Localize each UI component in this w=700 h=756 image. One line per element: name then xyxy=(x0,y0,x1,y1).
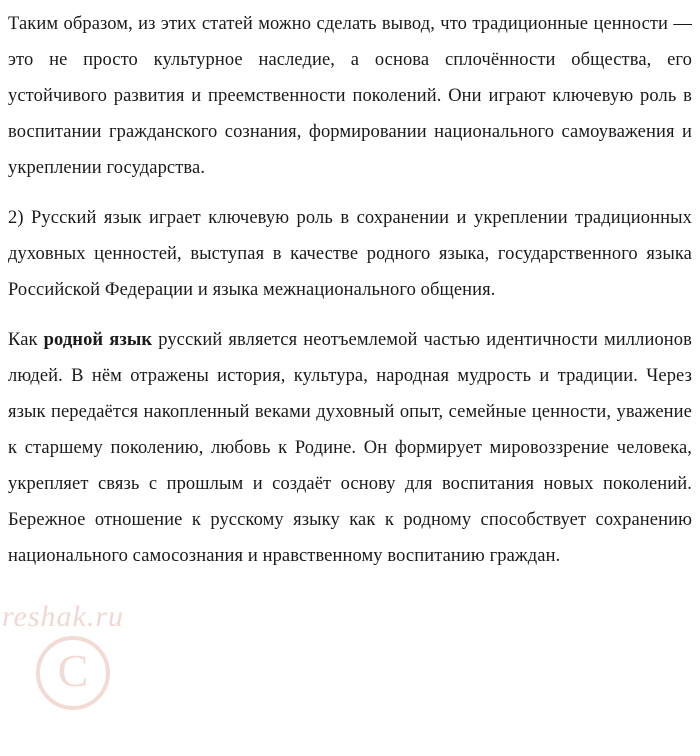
watermark-circle xyxy=(36,636,110,710)
watermark xyxy=(0,596,260,726)
paragraph-3-text-rest: русский является неотъемлемой частью идентичности миллионов людей. В нём отражены история, культура, народная мудрость и традиции. Через язык передаётся накопленный веками духовный опыт, семейные ценности, уважение к старшему поколению, любовь к Родине. Он формирует мировоззрение человека, укрепляет связь с прошлым и создаёт основу для воспитания новых поколений. Бережное отношение к русскому языку как к родному способствует сохранению национального самосознания и нравственному воспитанию граждан. xyxy=(8,330,692,566)
watermark-badge: C xyxy=(57,645,89,696)
paragraph-2 xyxy=(8,200,692,308)
paragraph-1 xyxy=(8,6,692,186)
watermark-text: reshak.ru xyxy=(2,600,125,633)
paragraph-3 xyxy=(8,322,692,574)
paragraph-3-emphasis: родной язык xyxy=(43,330,153,350)
paragraph-3-text-lead: Как xyxy=(8,330,44,350)
paragraph-1-text: Таким образом, из этих статей можно сделать вывод, что традиционные ценности — это не просто культурное наследие, а основа сплочённости общества, его устойчивого развития и преемственности поколений. Они играют ключевую роль в воспитании гражданского сознания, формировании национального самоуважения и укреплении государства. xyxy=(8,14,692,178)
paragraph-2-text: 2) Русский язык играет ключевую роль в сохранении и укреплении традиционных духовных ценностей, выступая в качестве родного языка, государственного языка Российской Федерации и языка межнационального общения. xyxy=(8,208,692,300)
